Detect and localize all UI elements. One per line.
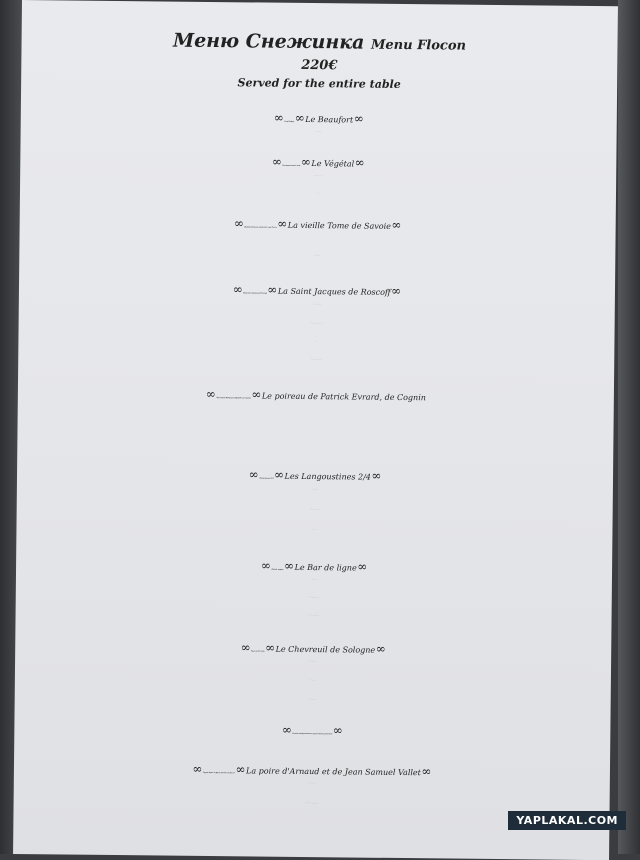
ornament-icon: ∞ [301, 155, 311, 169]
dish-description [16, 612, 612, 618]
section-heading [14, 760, 610, 780]
dish-name: Выдержанный савойский сыр Томм [244, 227, 276, 228]
dish-description [18, 423, 614, 429]
dish-description [16, 526, 612, 532]
dish-name-fr: Le Bar de ligne [295, 563, 357, 573]
ornament-icon: ∞ [295, 111, 305, 125]
dish-description [15, 658, 611, 664]
menu-page [13, 0, 618, 860]
dish-name-fr: Le Végétal [311, 159, 354, 168]
dish-description [20, 190, 616, 196]
section-heading [20, 152, 616, 172]
ornament-icon: ∞ [251, 387, 261, 401]
dish-description [15, 677, 611, 683]
ornament-icon: ∞ [272, 155, 282, 169]
dish-name-fr: La poire d'Arnaud et de Jean Samuel Vallet [246, 766, 421, 777]
section-heading [19, 280, 615, 300]
ornament-icon: ∞ [371, 469, 381, 483]
dish-name: Сыр Бофор [284, 122, 294, 123]
dish-description [21, 128, 617, 134]
ornament-icon: ∞ [333, 723, 343, 737]
dish-description [19, 320, 615, 326]
ornament-icon: ∞ [206, 387, 216, 401]
ornament-icon: ∞ [274, 468, 284, 482]
menu-price: 220€ [21, 55, 617, 76]
section-heading [18, 385, 614, 405]
site-watermark: YAPLAKAL.COM [508, 811, 626, 830]
menu-title [21, 28, 617, 56]
ornament-icon: ∞ [421, 764, 431, 778]
section-heading [16, 556, 612, 576]
dish-name: Лук-порей Патрика Эврарда из Савойи [216, 398, 251, 399]
dish-name: Блюдо выдержанных сыров наших регионов [292, 734, 332, 735]
section-heading [20, 214, 616, 234]
dish-description [16, 594, 612, 600]
dish-description [17, 440, 613, 446]
section-heading [21, 108, 617, 128]
dish-name-fr: La Saint Jacques de Roscoff [278, 287, 391, 297]
ornament-icon: ∞ [267, 283, 277, 297]
dish-name-fr: Les Langoustines 2/4 [285, 472, 371, 482]
dish-name: Косуля Солони [251, 651, 264, 652]
served-note: Served for the entire table [21, 74, 617, 93]
ornament-icon: ∞ [249, 467, 259, 481]
ornament-icon: ∞ [277, 217, 287, 231]
dish-description [19, 252, 615, 258]
ornament-icon: ∞ [391, 284, 401, 298]
ornament-icon: ∞ [284, 559, 294, 573]
section-heading [15, 638, 611, 658]
dish-description [18, 406, 614, 412]
ornament-icon: ∞ [391, 218, 401, 232]
dish-description [20, 235, 616, 241]
ornament-icon: ∞ [357, 560, 367, 574]
ornament-icon: ∞ [354, 111, 364, 125]
dish-description [18, 338, 614, 344]
dish-name: Морские гребешки Роскоф [243, 293, 266, 294]
dish-name: Дикий лаврак [271, 570, 283, 571]
dish-description [15, 696, 611, 702]
dish-description [14, 800, 610, 806]
ornament-icon: ∞ [241, 640, 251, 654]
ornament-icon: ∞ [376, 642, 386, 656]
ornament-icon: ∞ [282, 723, 292, 737]
dish-description [16, 576, 612, 582]
dish-description [18, 356, 614, 362]
section-heading [17, 465, 613, 485]
right-background-edge [618, 0, 640, 854]
dish-description [19, 301, 615, 307]
ornament-icon: ∞ [235, 762, 245, 776]
dish-description [17, 486, 613, 492]
ornament-icon: ∞ [274, 111, 284, 125]
dish-description [20, 172, 616, 178]
dish-name-fr: Le poireau de Patrick Evrard, de Cognin [262, 392, 426, 403]
menu-title-fr: Menu Flocon [371, 38, 466, 54]
menu-title-ru: Меню Снежинка [173, 30, 365, 54]
ornament-icon: ∞ [192, 762, 202, 776]
dish-description [17, 506, 613, 512]
ornament-icon: ∞ [233, 282, 243, 296]
dish-name: Растительный мир [282, 166, 300, 167]
ornament-icon: ∞ [265, 641, 275, 655]
dish-name-fr: Le Chevreuil de Sologne [276, 645, 376, 655]
dish-name: Груша Арно и Жана Самюэля Валле [203, 773, 235, 774]
ornament-icon: ∞ [234, 216, 244, 230]
dish-description [14, 780, 610, 786]
ornament-icon: ∞ [355, 155, 365, 169]
dish-name: Лангустины 2/4 [259, 479, 273, 480]
section-heading [14, 720, 610, 740]
dish-name-fr: La vieille Tome de Savoie [288, 221, 391, 231]
dish-name-fr: Le Beaufort [305, 115, 353, 125]
ornament-icon: ∞ [261, 559, 271, 573]
